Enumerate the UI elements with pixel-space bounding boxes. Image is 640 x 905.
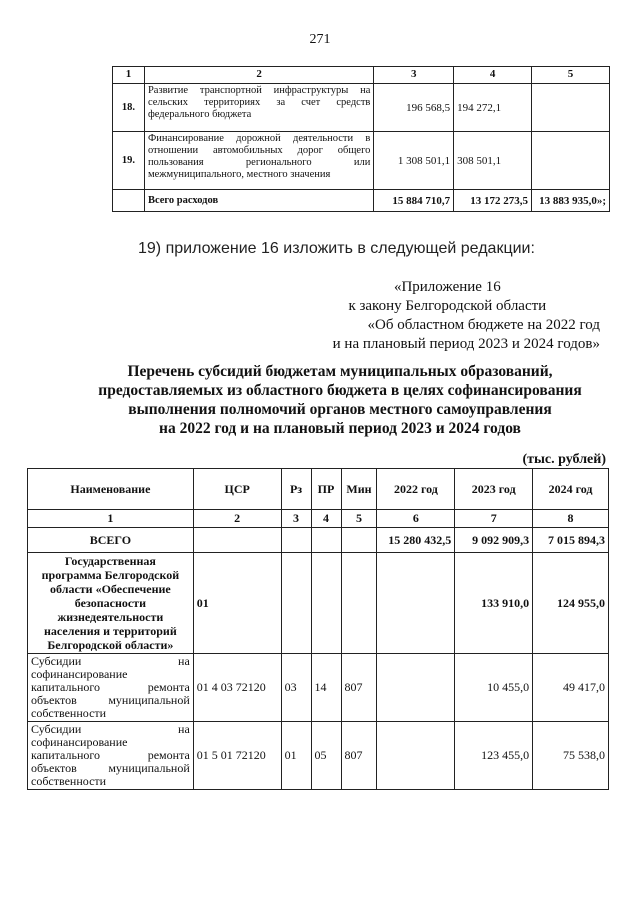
column-number: 1 bbox=[113, 67, 145, 84]
column-number: 3 bbox=[374, 67, 454, 84]
subsidy-min: 807 bbox=[341, 722, 377, 790]
annex-line: «Приложение 16 bbox=[393, 279, 501, 295]
program-2023: 133 910,0 bbox=[455, 553, 533, 654]
empty-cell bbox=[281, 553, 311, 654]
row-value-col5 bbox=[531, 132, 609, 190]
row-value-col4: 308 501,1 bbox=[454, 132, 532, 190]
subsidy-rz: 01 bbox=[281, 722, 311, 790]
header-2023: 2023 год bbox=[455, 469, 533, 510]
table-header-row bbox=[113, 67, 610, 84]
row-value-col3: 196 568,5 bbox=[374, 84, 454, 132]
empty-cell bbox=[311, 553, 341, 654]
subsidy-pr: 05 bbox=[311, 722, 341, 790]
page-number: 271 bbox=[309, 32, 331, 47]
table-header-row bbox=[28, 469, 609, 510]
column-number: 8 bbox=[533, 510, 609, 528]
column-number: 2 bbox=[144, 67, 373, 84]
annex-line: «Об областном бюджете на 2022 год bbox=[367, 317, 600, 333]
table-row bbox=[113, 132, 610, 190]
column-number: 2 bbox=[193, 510, 281, 528]
table-row bbox=[113, 84, 610, 132]
amendment-clause: 19) приложение 16 изложить в следующей редакции: bbox=[138, 240, 535, 257]
subsidy-2024: 75 538,0 bbox=[533, 722, 609, 790]
header-2024: 2024 год bbox=[533, 469, 609, 510]
row-value-col5 bbox=[531, 84, 609, 132]
total-value-col5: 13 883 935,0»; bbox=[531, 190, 609, 212]
row-number: 18. bbox=[113, 84, 145, 132]
total-2024: 7 015 894,3 bbox=[533, 528, 609, 553]
annex-line: к закону Белгородской области bbox=[348, 298, 547, 314]
subsidy-2022 bbox=[377, 654, 455, 722]
subsidy-2024: 49 417,0 bbox=[533, 654, 609, 722]
row-value-col4: 194 272,1 bbox=[454, 84, 532, 132]
total-value-col3: 15 884 710,7 bbox=[374, 190, 454, 212]
subsidy-2023: 10 455,0 bbox=[455, 654, 533, 722]
subsidy-rz: 03 bbox=[281, 654, 311, 722]
column-number: 4 bbox=[454, 67, 532, 84]
column-number: 1 bbox=[28, 510, 194, 528]
program-2022 bbox=[377, 553, 455, 654]
column-number: 5 bbox=[341, 510, 377, 528]
total-row bbox=[113, 190, 610, 212]
program-2024: 124 955,0 bbox=[533, 553, 609, 654]
row-number: 19. bbox=[113, 132, 145, 190]
total-row bbox=[28, 528, 609, 553]
units-label: (тыс. рублей) bbox=[522, 452, 606, 467]
empty-cell bbox=[341, 528, 377, 553]
header-csr: ЦСР bbox=[193, 469, 281, 510]
empty-cell bbox=[311, 528, 341, 553]
table-row bbox=[28, 654, 609, 722]
header-pr: ПР bbox=[311, 469, 341, 510]
expenses-table-continuation bbox=[112, 66, 610, 212]
header-min: Мин bbox=[341, 469, 377, 510]
program-row bbox=[28, 553, 609, 654]
column-number: 3 bbox=[281, 510, 311, 528]
annex-line: и на плановый период 2023 и 2024 годов» bbox=[332, 336, 600, 352]
empty-cell bbox=[341, 553, 377, 654]
table-row bbox=[28, 722, 609, 790]
subsidy-pr: 14 bbox=[311, 654, 341, 722]
total-label: ВСЕГО bbox=[28, 528, 194, 553]
total-label: Всего расходов bbox=[144, 190, 373, 212]
column-numbers-row bbox=[28, 510, 609, 528]
column-number: 7 bbox=[455, 510, 533, 528]
total-2023: 9 092 909,3 bbox=[455, 528, 533, 553]
column-number: 5 bbox=[531, 67, 609, 84]
row-name: Развитие транспортной инфраструктуры на сельских территориях за счет средств федерального бюджета bbox=[144, 84, 373, 132]
total-value-col4: 13 172 273,5 bbox=[454, 190, 532, 212]
program-name: Государственная программа Белгородской области «Обеспечение безопасности жизнедеятельности населения и территорий Белгородской области» bbox=[28, 553, 194, 654]
column-number: 4 bbox=[311, 510, 341, 528]
header-2022: 2022 год bbox=[377, 469, 455, 510]
subsidy-min: 807 bbox=[341, 654, 377, 722]
subsidy-csr: 01 4 03 72120 bbox=[193, 654, 281, 722]
program-csr: 01 bbox=[193, 553, 281, 654]
subsidy-2023: 123 455,0 bbox=[455, 722, 533, 790]
annex-heading bbox=[333, 278, 600, 354]
empty-cell bbox=[113, 190, 145, 212]
subsidy-name: Субсидии на софинансирование капитального ремонта объектов муниципальной собственности bbox=[28, 722, 194, 790]
header-name: Наименование bbox=[28, 469, 194, 510]
total-2022: 15 280 432,5 bbox=[377, 528, 455, 553]
subsidy-name: Субсидии на софинансирование капитального ремонта объектов муниципальной собственности bbox=[28, 654, 194, 722]
header-rz: Рз bbox=[281, 469, 311, 510]
column-number: 6 bbox=[377, 510, 455, 528]
row-name: Финансирование дорожной деятельности в отношении автомобильных дорог общего пользования регионального или межмуниципального, местного значения bbox=[144, 132, 373, 190]
subsidy-2022 bbox=[377, 722, 455, 790]
subsidy-csr: 01 5 01 72120 bbox=[193, 722, 281, 790]
empty-cell bbox=[193, 528, 281, 553]
row-value-col3: 1 308 501,1 bbox=[374, 132, 454, 190]
document-title: Перечень субсидий бюджетам муниципальных образований, предоставляемых из областного бюджета в целях софинансирования выполнения полномочий органов местного самоуправления на 2022 год и на плановый период 2023 и 2024 годов bbox=[98, 363, 582, 437]
empty-cell bbox=[281, 528, 311, 553]
subsidies-table bbox=[27, 468, 609, 790]
